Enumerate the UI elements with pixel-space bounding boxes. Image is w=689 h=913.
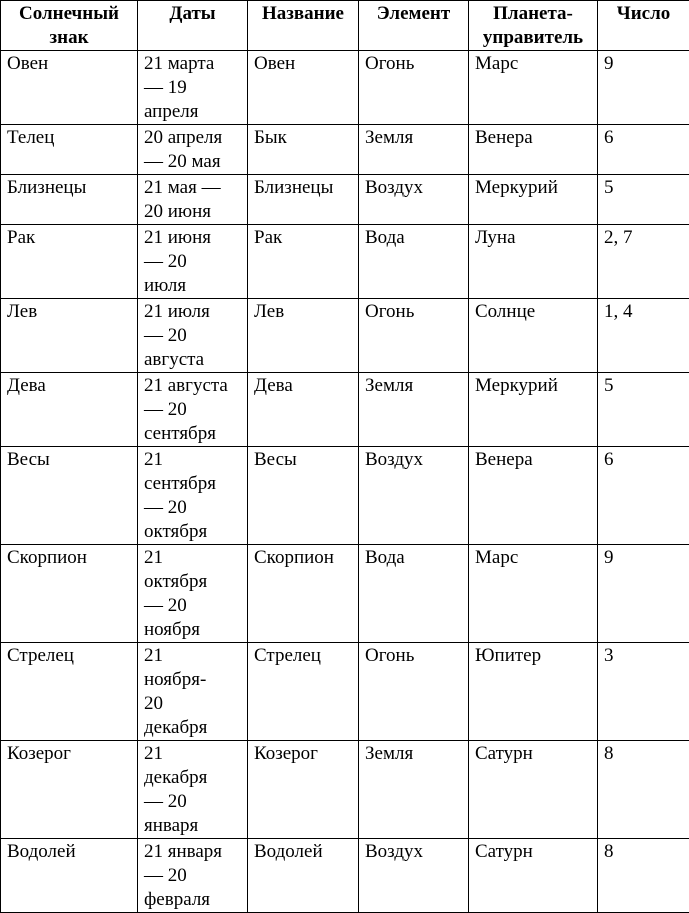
header-row [1, 1, 689, 51]
cell-sun-sign: Овен [1, 51, 138, 125]
cell-sun-sign: Близнецы [1, 175, 138, 225]
table-row [1, 175, 689, 225]
cell-element: Огонь [359, 51, 469, 125]
cell-ruling-planet: Сатурн [469, 741, 598, 839]
cell-sun-sign: Стрелец [1, 643, 138, 741]
cell-number: 9 [598, 545, 689, 643]
cell-element: Огонь [359, 643, 469, 741]
cell-name: Овен [248, 51, 359, 125]
cell-name: Козерог [248, 741, 359, 839]
table-header [1, 1, 689, 51]
cell-dates: 21 июня — 20 июля [138, 225, 248, 299]
cell-dates: 21 августа — 20 сентября [138, 373, 248, 447]
cell-number: 6 [598, 447, 689, 545]
header-sun-sign: Солнечный знак [1, 1, 138, 51]
cell-ruling-planet: Меркурий [469, 175, 598, 225]
cell-number: 5 [598, 175, 689, 225]
cell-number: 5 [598, 373, 689, 447]
cell-ruling-planet: Юпитер [469, 643, 598, 741]
cell-number: 3 [598, 643, 689, 741]
header-ruling-planet: Планета- управитель [469, 1, 598, 51]
cell-element: Воздух [359, 175, 469, 225]
cell-sun-sign: Телец [1, 125, 138, 175]
cell-sun-sign: Лев [1, 299, 138, 373]
cell-ruling-planet: Венера [469, 125, 598, 175]
cell-dates: 21 сентября — 20 октября [138, 447, 248, 545]
header-element: Элемент [359, 1, 469, 51]
table-row [1, 225, 689, 299]
table-row [1, 125, 689, 175]
table-row [1, 643, 689, 741]
cell-ruling-planet: Луна [469, 225, 598, 299]
cell-element: Вода [359, 545, 469, 643]
table-row [1, 447, 689, 545]
cell-dates: 21 июля — 20 августа [138, 299, 248, 373]
table-row [1, 545, 689, 643]
table-body [1, 51, 689, 913]
cell-dates: 20 апреля — 20 мая [138, 125, 248, 175]
cell-name: Стрелец [248, 643, 359, 741]
cell-name: Скорпион [248, 545, 359, 643]
cell-ruling-planet: Солнце [469, 299, 598, 373]
cell-sun-sign: Козерог [1, 741, 138, 839]
cell-element: Воздух [359, 839, 469, 913]
cell-number: 2, 7 [598, 225, 689, 299]
cell-ruling-planet: Сатурн [469, 839, 598, 913]
cell-element: Огонь [359, 299, 469, 373]
cell-number: 1, 4 [598, 299, 689, 373]
cell-ruling-planet: Марс [469, 51, 598, 125]
cell-sun-sign: Дева [1, 373, 138, 447]
header-dates: Даты [138, 1, 248, 51]
table-row [1, 839, 689, 913]
cell-number: 8 [598, 839, 689, 913]
cell-sun-sign: Скорпион [1, 545, 138, 643]
cell-name: Дева [248, 373, 359, 447]
cell-name: Рак [248, 225, 359, 299]
table-row [1, 741, 689, 839]
cell-ruling-planet: Марс [469, 545, 598, 643]
cell-element: Воздух [359, 447, 469, 545]
cell-dates: 21 ноября- 20 декабря [138, 643, 248, 741]
table-row [1, 373, 689, 447]
cell-element: Земля [359, 741, 469, 839]
cell-sun-sign: Весы [1, 447, 138, 545]
cell-name: Близнецы [248, 175, 359, 225]
cell-ruling-planet: Меркурий [469, 373, 598, 447]
cell-name: Лев [248, 299, 359, 373]
cell-sun-sign: Водолей [1, 839, 138, 913]
cell-dates: 21 мая — 20 июня [138, 175, 248, 225]
header-number: Число [598, 1, 689, 51]
cell-number: 8 [598, 741, 689, 839]
cell-sun-sign: Рак [1, 225, 138, 299]
cell-name: Бык [248, 125, 359, 175]
cell-dates: 21 января — 20 февраля [138, 839, 248, 913]
cell-element: Земля [359, 373, 469, 447]
table-row [1, 51, 689, 125]
cell-name: Водолей [248, 839, 359, 913]
cell-number: 9 [598, 51, 689, 125]
header-name: Название [248, 1, 359, 51]
table-row [1, 299, 689, 373]
cell-number: 6 [598, 125, 689, 175]
cell-dates: 21 марта — 19 апреля [138, 51, 248, 125]
cell-dates: 21 октября — 20 ноября [138, 545, 248, 643]
cell-ruling-planet: Венера [469, 447, 598, 545]
cell-element: Земля [359, 125, 469, 175]
cell-dates: 21 декабря — 20 января [138, 741, 248, 839]
cell-name: Весы [248, 447, 359, 545]
cell-element: Вода [359, 225, 469, 299]
